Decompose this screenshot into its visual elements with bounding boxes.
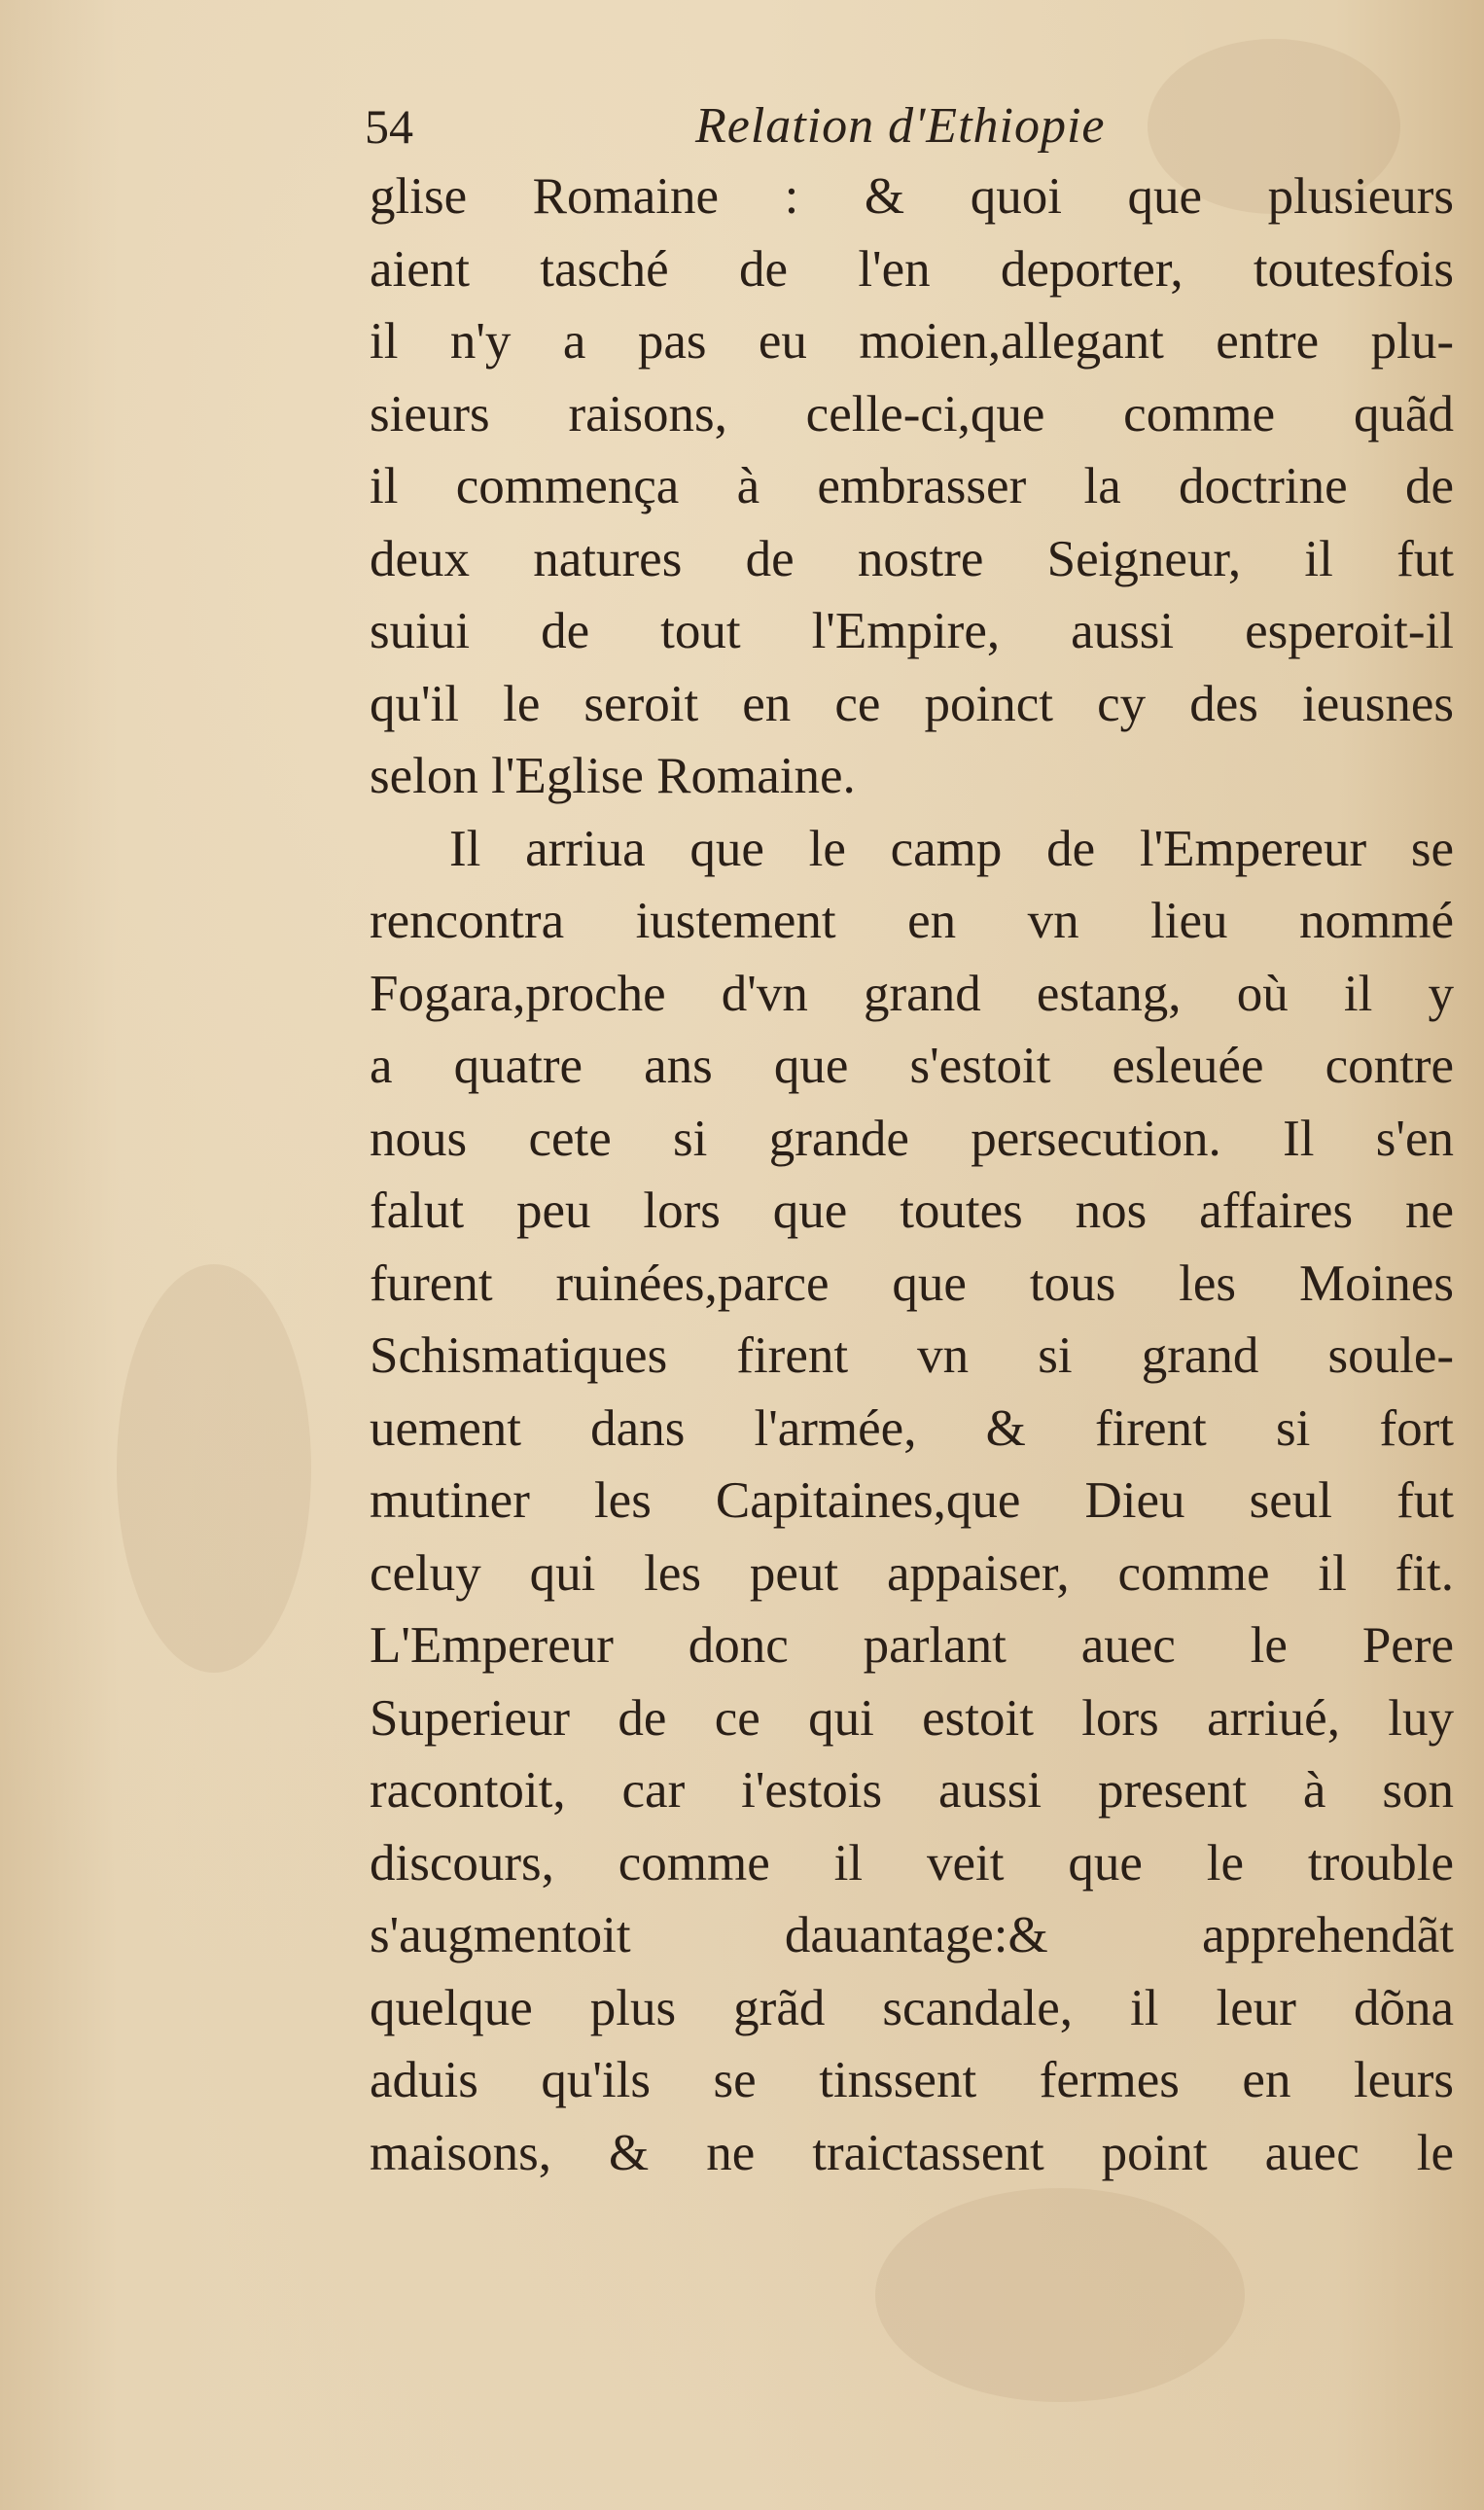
text-line: mutiner les Capitaines,que Dieu seul fut xyxy=(370,1472,1454,1529)
paper-stain xyxy=(117,1264,311,1673)
text-line: deux natures de nostre Seigneur, il fut xyxy=(370,530,1454,587)
running-title: Relation d'Ethiopie xyxy=(695,98,1106,154)
text-line: discours, comme il veit que le trouble xyxy=(370,1834,1454,1891)
text-line: sieurs raisons, celle-ci,que comme quãd xyxy=(370,385,1454,442)
text-line: s'augmentoit dauantage:& apprehendãt xyxy=(370,1907,1454,1963)
text-line: aient tasché de l'en deporter, toutesfois xyxy=(370,240,1454,298)
text-line: L'Empereur donc parlant auec le Pere xyxy=(370,1617,1454,1674)
text-line: qu'il le seroit en ce poinct cy des ieusnes xyxy=(370,675,1454,732)
text-line-paragraph-end: selon l'Eglise Romaine. xyxy=(370,748,856,804)
page-number: 54 xyxy=(365,99,413,154)
text-line: maisons, & ne traictassent point auec le xyxy=(370,2124,1454,2181)
text-line: glise Romaine : & quoi que plusieurs xyxy=(370,168,1454,225)
text-line: Superieur de ce qui estoit lors arriué, luy xyxy=(370,1689,1454,1747)
text-line: racontoit, car i'estois aussi present à son xyxy=(370,1762,1454,1819)
text-line: furent ruinées,parce que tous les Moines xyxy=(370,1255,1454,1312)
text-line-paragraph-start: Il arriua que le camp de l'Empereur se xyxy=(449,820,1454,877)
text-line: rencontra iustement en vn lieu nommé xyxy=(370,893,1454,949)
text-line: aduis qu'ils se tinssent fermes en leurs xyxy=(370,2052,1454,2108)
text-line: Fogara,proche d'vn grand estang, où il y xyxy=(370,965,1454,1022)
text-line: a quatre ans que s'estoit esleuée contre xyxy=(370,1038,1454,1094)
text-line: nous cete si grande persecution. Il s'en xyxy=(370,1110,1454,1167)
text-line: falut peu lors que toutes nos affaires ne xyxy=(370,1183,1454,1239)
text-line: il commença à embrasser la doctrine de xyxy=(370,458,1454,514)
text-line: il n'y a pas eu moien,allegant entre plu- xyxy=(370,313,1454,370)
text-line: celuy qui les peut appaiser, comme il fit. xyxy=(370,1544,1454,1602)
body-text xyxy=(370,160,1454,2189)
text-line: Schismatiques firent vn si grand soule- xyxy=(370,1327,1454,1384)
text-line: suiui de tout l'Empire, aussi esperoit-il xyxy=(370,603,1454,659)
paper-stain xyxy=(875,2188,1245,2402)
text-line: uement dans l'armée, & firent si fort xyxy=(370,1399,1454,1457)
text-line: quelque plus grãd scandale, il leur dõna xyxy=(370,1979,1454,2036)
page-header xyxy=(365,92,1454,160)
